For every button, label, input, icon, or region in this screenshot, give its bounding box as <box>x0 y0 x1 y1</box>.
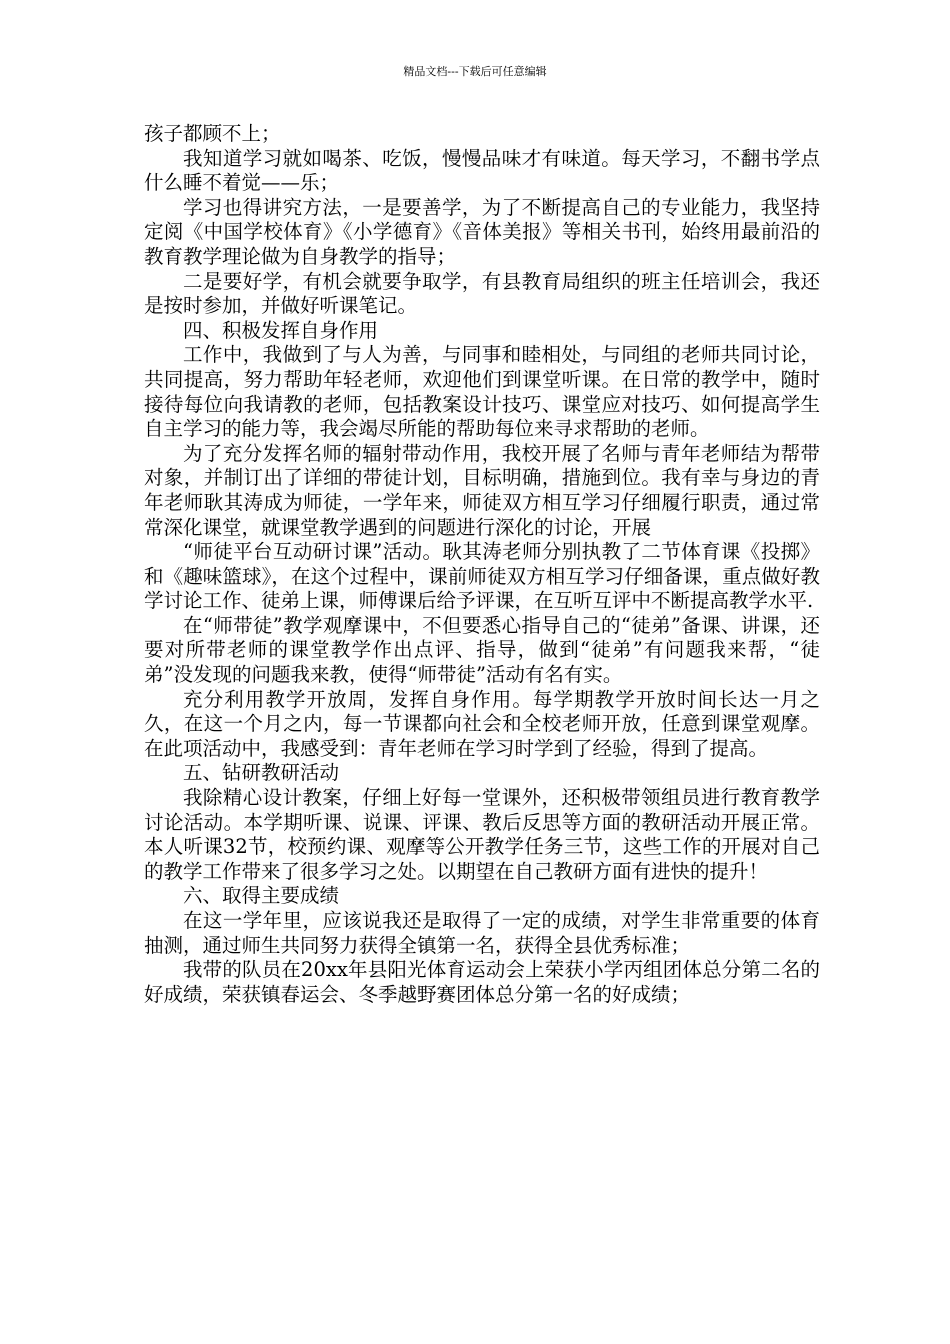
page-header: 精品文档---下载后可任意编辑 <box>403 65 547 78</box>
document-body <box>144 122 820 1007</box>
paragraph-4: 二是要好学，有机会就要争取学，有县教育局组织的班主任培训会，我还是按时参加，并做好听课笔记。 <box>144 269 820 318</box>
section-heading-5: 五、钻研教研活动 <box>183 761 340 785</box>
paragraph-5: 工作中，我做到了与人为善，与同事和睦相处，与同组的老师共同讨论，共同提高，努力帮助年轻老师，欢迎他们到课堂听课。在日常的教学中，随时接待每位向我请教的老师，包括教案设计技巧、课堂应对技巧、如何提高学生自主学习的能力等，我会竭尽所能的帮助每位来寻求帮助的老师。 <box>144 343 820 441</box>
paragraph-8: 在“师带徒”教学观摩课中，不但要悉心指导自己的“徒弟”备课、讲课，还要对所带老师的课堂教学作出点评、指导，做到“徒弟”有问题我来帮，“徒弟”没发现的问题我来教，使得“师带徒”活动有名有实。 <box>144 613 820 687</box>
paragraph-7: “师徒平台互动研讨课”活动。耿其涛老师分别执教了二节体育课《投掷》和《趣味篮球》，在这个过程中，课前师徒双方相互学习仔细备课，重点做好教学讨论工作、徒弟上课，师傅课后给予评课，在互听互评中不断提高教学水平. <box>144 540 820 613</box>
paragraph-6: 为了充分发挥名师的辐射带动作用，我校开展了名师与青年老师结为帮带对象，并制订出了详细的带徒计划，目标明确，措施到位。我有幸与身边的青年老师耿其涛成为师徒，一学年来，师徒双方相互学习仔细履行职责，通过常常深化课堂，就课堂教学遇到的问题进行深化的讨论，开展 <box>144 441 820 539</box>
paragraph-2: 我知道学习就如喝茶、吃饭，慢慢品味才有味道。每天学习，不翻书学点什么睡不着觉——乐； <box>144 146 820 195</box>
section-heading-6: 六、取得主要成绩 <box>183 884 340 908</box>
paragraph-9: 充分利用教学开放周，发挥自身作用。每学期教学开放时间长达一月之久，在这一个月之内，每一节课都向社会和全校老师开放，任意到课堂观摩。在此项活动中，我感受到：青年老师在学习时学到了经验，得到了提高。 <box>144 687 820 760</box>
paragraph-12: 我带的队员在20xx年县阳光体育运动会上荣获小学丙组团体总分第二名的好成绩，荣获镇春运会、冬季越野赛团体总分第一名的好成绩； <box>144 958 820 1006</box>
paragraph-11: 在这一学年里，应该说我还是取得了一定的成绩，对学生非常重要的体育抽测，通过师生共同努力获得全镇第一名，获得全县优秀标准； <box>144 909 820 957</box>
paragraph-3: 学习也得讲究方法，一是要善学，为了不断提高自己的专业能力，我坚持定阅《中国学校体育》《小学德育》《音体美报》等相关书刊，始终用最前沿的教育教学理论做为自身教学的指导； <box>144 195 820 268</box>
section-heading-4: 四、积极发挥自身作用 <box>183 318 379 342</box>
paragraph-10: 我除精心设计教案，仔细上好每一堂课外，还积极带领组员进行教育教学讨论活动。本学期听课、说课、评课、教后反思等方面的教研活动开展正常。本人听课32节，校预约课、观摩等公开教学任务三节，这些工作的开展对自己的教学工作带来了很多学习之处。以期望在自己教研方面有进快的提升！ <box>144 786 820 883</box>
paragraph-1: 孩子都顾不上； <box>144 122 281 145</box>
